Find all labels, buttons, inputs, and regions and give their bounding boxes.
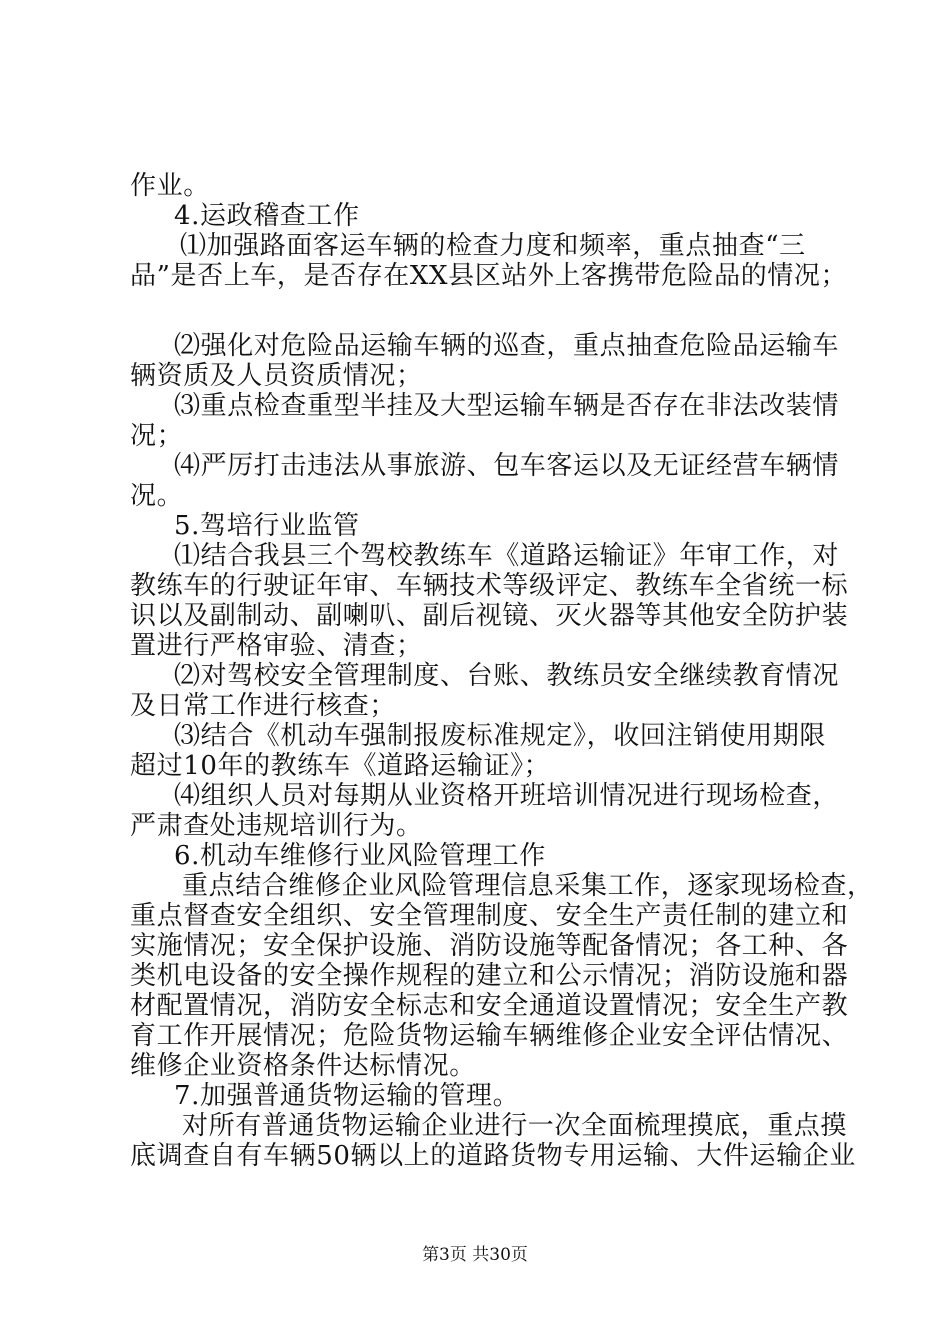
page-footer <box>0 1244 950 1266</box>
text-line: 置进行严格审验、清查； <box>130 631 423 661</box>
page-number-label: 第3页 共30页 <box>422 1245 528 1265</box>
text-line: 及日常工作进行核查； <box>130 691 397 721</box>
text-line: 识以及副制动、副喇叭、副后视镜、灭火器等其他安全防护装 <box>130 601 849 631</box>
text-line: 品”是否上车，是否存在XX县区站外上客携带危险品的情况； <box>130 261 848 291</box>
text-line: 类机电设备的安全操作规程的建立和公示情况；消防设施和器 <box>130 961 849 991</box>
text-line <box>130 291 836 331</box>
text-line: 4.运政稽查工作 <box>174 201 360 231</box>
text-line: ⑵强化对危险品运输车辆的巡查，重点抽查危险品运输车 <box>174 331 840 361</box>
document-lines <box>130 171 874 1171</box>
text-line: 实施情况；安全保护设施、消防设施等配备情况；各工种、各 <box>130 931 849 961</box>
text-line: 7.加强普通货物运输的管理。 <box>174 1081 520 1111</box>
text-line: ⑴加强路面客运车辆的检查力度和频率，重点抽查“三 <box>180 231 806 261</box>
text-line: ⑴结合我县三个驾校教练车《道路运输证》年审工作，对 <box>174 541 840 571</box>
document-body <box>130 171 874 1171</box>
text-line: 超过10年的教练车《道路运输证》； <box>130 751 551 781</box>
text-line: 作业。 <box>130 171 210 201</box>
text-line: 底调查自有车辆50辆以上的道路货物专用运输、大件运输企业 <box>130 1141 856 1171</box>
text-line: 维修企业资格条件达标情况。 <box>130 1051 476 1081</box>
text-line: ⑵对驾校安全管理制度、台账、教练员安全继续教育情况 <box>174 661 840 691</box>
text-line: ⑷组织人员对每期从业资格开班培训情况进行现场检查， <box>174 781 840 811</box>
text-line: 教练车的行驶证年审、车辆技术等级评定、教练车全省统一标 <box>130 571 849 601</box>
text-line: ⑶结合《机动车强制报废标准规定》，收回注销使用期限 <box>174 721 827 751</box>
text-line: 况。 <box>130 481 184 511</box>
text-line: 对所有普通货物运输企业进行一次全面梳理摸底，重点摸 <box>182 1111 848 1141</box>
text-line: 材配置情况，消防安全标志和安全通道设置情况；安全生产教 <box>130 991 849 1021</box>
text-line: 重点督查安全组织、安全管理制度、安全生产责任制的建立和 <box>130 901 849 931</box>
text-line: 重点结合维修企业风险管理信息采集工作，逐家现场检查， <box>182 871 874 901</box>
text-line: ⑶重点检查重型半挂及大型运输车辆是否存在非法改装情 <box>174 391 840 421</box>
text-line: 5.驾培行业监管 <box>174 511 360 541</box>
text-line: 严肃查处违规培训行为。 <box>130 811 423 841</box>
text-line: 况； <box>130 421 184 451</box>
text-line: 辆资质及人员资质情况； <box>130 361 423 391</box>
text-line: 6.机动车维修行业风险管理工作 <box>174 841 546 871</box>
text-line: ⑷严厉打击违法从事旅游、包车客运以及无证经营车辆情 <box>174 451 840 481</box>
text-line: 育工作开展情况；危险货物运输车辆维修企业安全评估情况、 <box>130 1021 849 1051</box>
